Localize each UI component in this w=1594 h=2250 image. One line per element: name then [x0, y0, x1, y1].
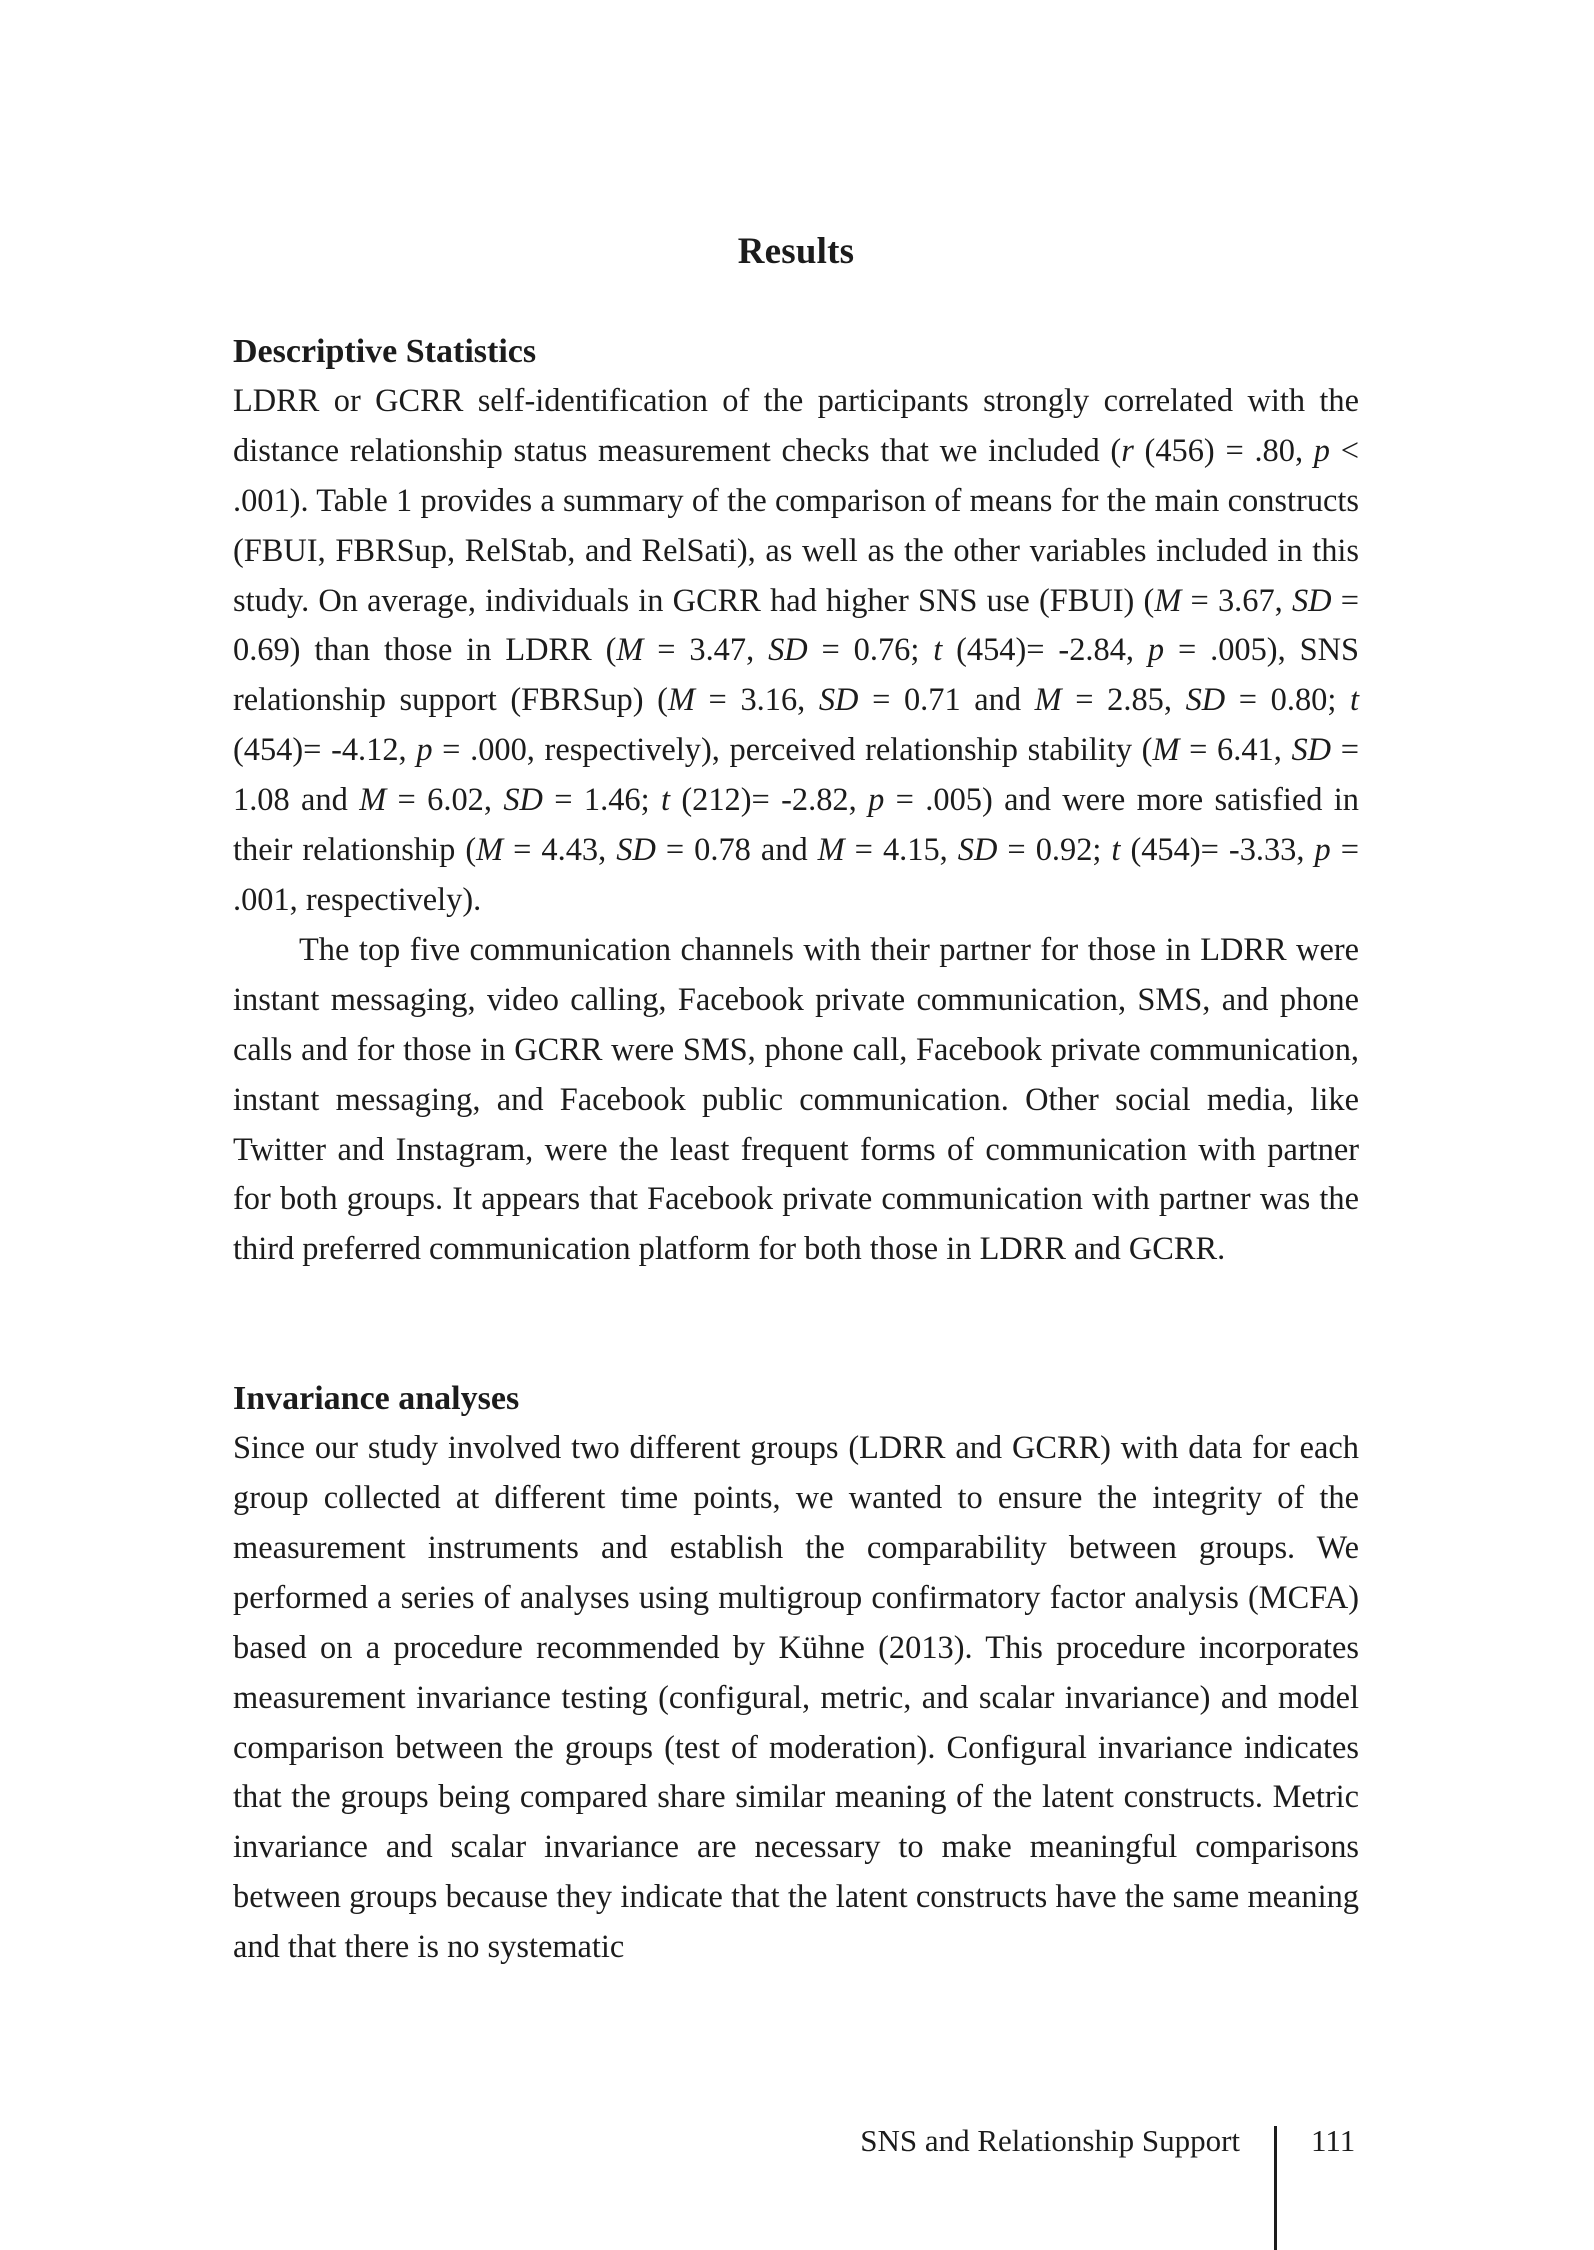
section-heading-descriptive-statistics: Descriptive Statistics [233, 333, 537, 370]
page-title: Results [737, 231, 855, 272]
italic-symbol: t [660, 782, 670, 819]
italic-symbol: M [1152, 732, 1180, 769]
italic-symbol: p [1313, 432, 1330, 469]
running-head: SNS and Relationship Support [860, 2123, 1240, 2158]
italic-symbol: SD [768, 632, 808, 669]
italic-symbol: p [868, 782, 885, 819]
italic-symbol: M [1034, 682, 1062, 719]
italic-symbol: M [359, 782, 387, 819]
italic-symbol: r [1121, 432, 1134, 469]
italic-symbol: p [416, 732, 433, 769]
paragraph-communication-channels: The top five communication channels with their partner for those in LDRR were instant messaging, video calling, Facebook private communication, SMS, and phone calls and for those in GCRR were SMS, phone call, Facebook private communication, instant messaging, and Facebook public communication. Other social media, like Twitter and Instagram, were the least frequent forms of communication with partner for both groups. It appears that Facebook private communication with partner was the third preferred communication platform for both those in LDRR and GCRR. [233, 931, 1359, 1268]
italic-symbol: SD [616, 832, 656, 869]
text-run: = 1.46; [542, 782, 661, 819]
text-run: = 3.47, [643, 632, 769, 669]
text-run: LDRR or GCRR self-identification of the participants strongly correlated with the distance relationship status measurement checks that we included ( [233, 382, 1359, 469]
page-number: 111 [1311, 2123, 1356, 2158]
text-run: = 4.43, [503, 832, 617, 869]
section-spacer [233, 1275, 1359, 1374]
text-run: (456) = .80, [1133, 432, 1314, 469]
text-run: = 0.80; [1225, 682, 1350, 719]
italic-symbol: SD [1185, 682, 1226, 719]
italic-symbol: M [616, 632, 644, 669]
text-run: = 0.71 and [858, 682, 1035, 719]
page-footer [0, 2120, 1594, 2250]
text-run: = 0.78 and [655, 832, 818, 869]
text-run: = 4.15, [844, 832, 958, 869]
text-run: (454)= -2.84, [942, 632, 1148, 669]
text-run: = 3.67, [1181, 582, 1292, 619]
paragraph-descriptive-stats [233, 377, 1359, 926]
text-run: = 0.76; [807, 632, 934, 669]
italic-symbol: M [817, 832, 845, 869]
text-run: = 6.41, [1179, 732, 1292, 769]
text-run: = .005), SNS relationship support (FBRSup) ( [233, 632, 1359, 719]
text-run: = 3.16, [694, 682, 819, 719]
paragraph-invariance: Since our study involved two different groups (LDRR and GCRR) with data for each group collected at different time points, we wanted to ensure the integrity of the measurement instruments and establish the comparability between groups. We performed a series of analyses using multigroup confirmatory factor analysis (MCFA) based on a procedure recommended by Kühne (2013). This procedure incorporates measurement invariance testing (configural, metric, and scalar invariance) and model comparison between the groups (test of moderation). Configural invariance indicates that the groups being compared share similar meaning of the latent constructs. Metric invariance and scalar invariance are necessary to make meaningful comparisons between groups because they indicate that the latent constructs have the same meaning and that there is no systematic [233, 1430, 1359, 1966]
text-run: = .000, respectively), perceived relationship stability ( [432, 732, 1153, 769]
italic-symbol: M [476, 832, 504, 869]
text-run: = 2.85, [1061, 682, 1186, 719]
text-run: (454)= -4.12, [233, 732, 417, 769]
text-run: = 1.08 and [233, 732, 1359, 819]
text-run: = 6.02, [386, 782, 504, 819]
italic-symbol: p [1147, 632, 1165, 669]
italic-symbol: M [1154, 582, 1182, 619]
page-body [233, 230, 1359, 1973]
text-run: = 0.69) than those in LDRR ( [233, 582, 1359, 669]
italic-symbol: t [933, 632, 943, 669]
text-run: = 0.92; [997, 832, 1112, 869]
text-run: (454)= -3.33, [1120, 832, 1315, 869]
italic-symbol: SD [1291, 732, 1332, 769]
italic-symbol: SD [503, 782, 543, 819]
italic-symbol: M [667, 682, 695, 719]
footer-divider [1274, 2126, 1277, 2250]
text-run: (212)= -2.82, [669, 782, 869, 819]
italic-symbol: t [1111, 832, 1121, 869]
italic-symbol: p [1314, 832, 1331, 869]
italic-symbol: SD [957, 832, 998, 869]
text-run: = .005) and were more satisfied in their relationship ( [233, 782, 1359, 869]
text-run: = .001, respectively). [233, 832, 1359, 918]
section-heading-invariance-analyses: Invariance analyses [233, 1380, 520, 1418]
italic-symbol: SD [1291, 582, 1332, 619]
text-run: < .001). Table 1 provides a summary of the comparison of means for the main constructs (FBUI, FBRSup, RelStab, and RelSati), as well as the other variables included in this study. On average, individuals in GCRR had higher SNS use (FBUI) ( [233, 432, 1359, 619]
italic-symbol: SD [818, 682, 859, 719]
italic-symbol: t [1350, 682, 1359, 719]
